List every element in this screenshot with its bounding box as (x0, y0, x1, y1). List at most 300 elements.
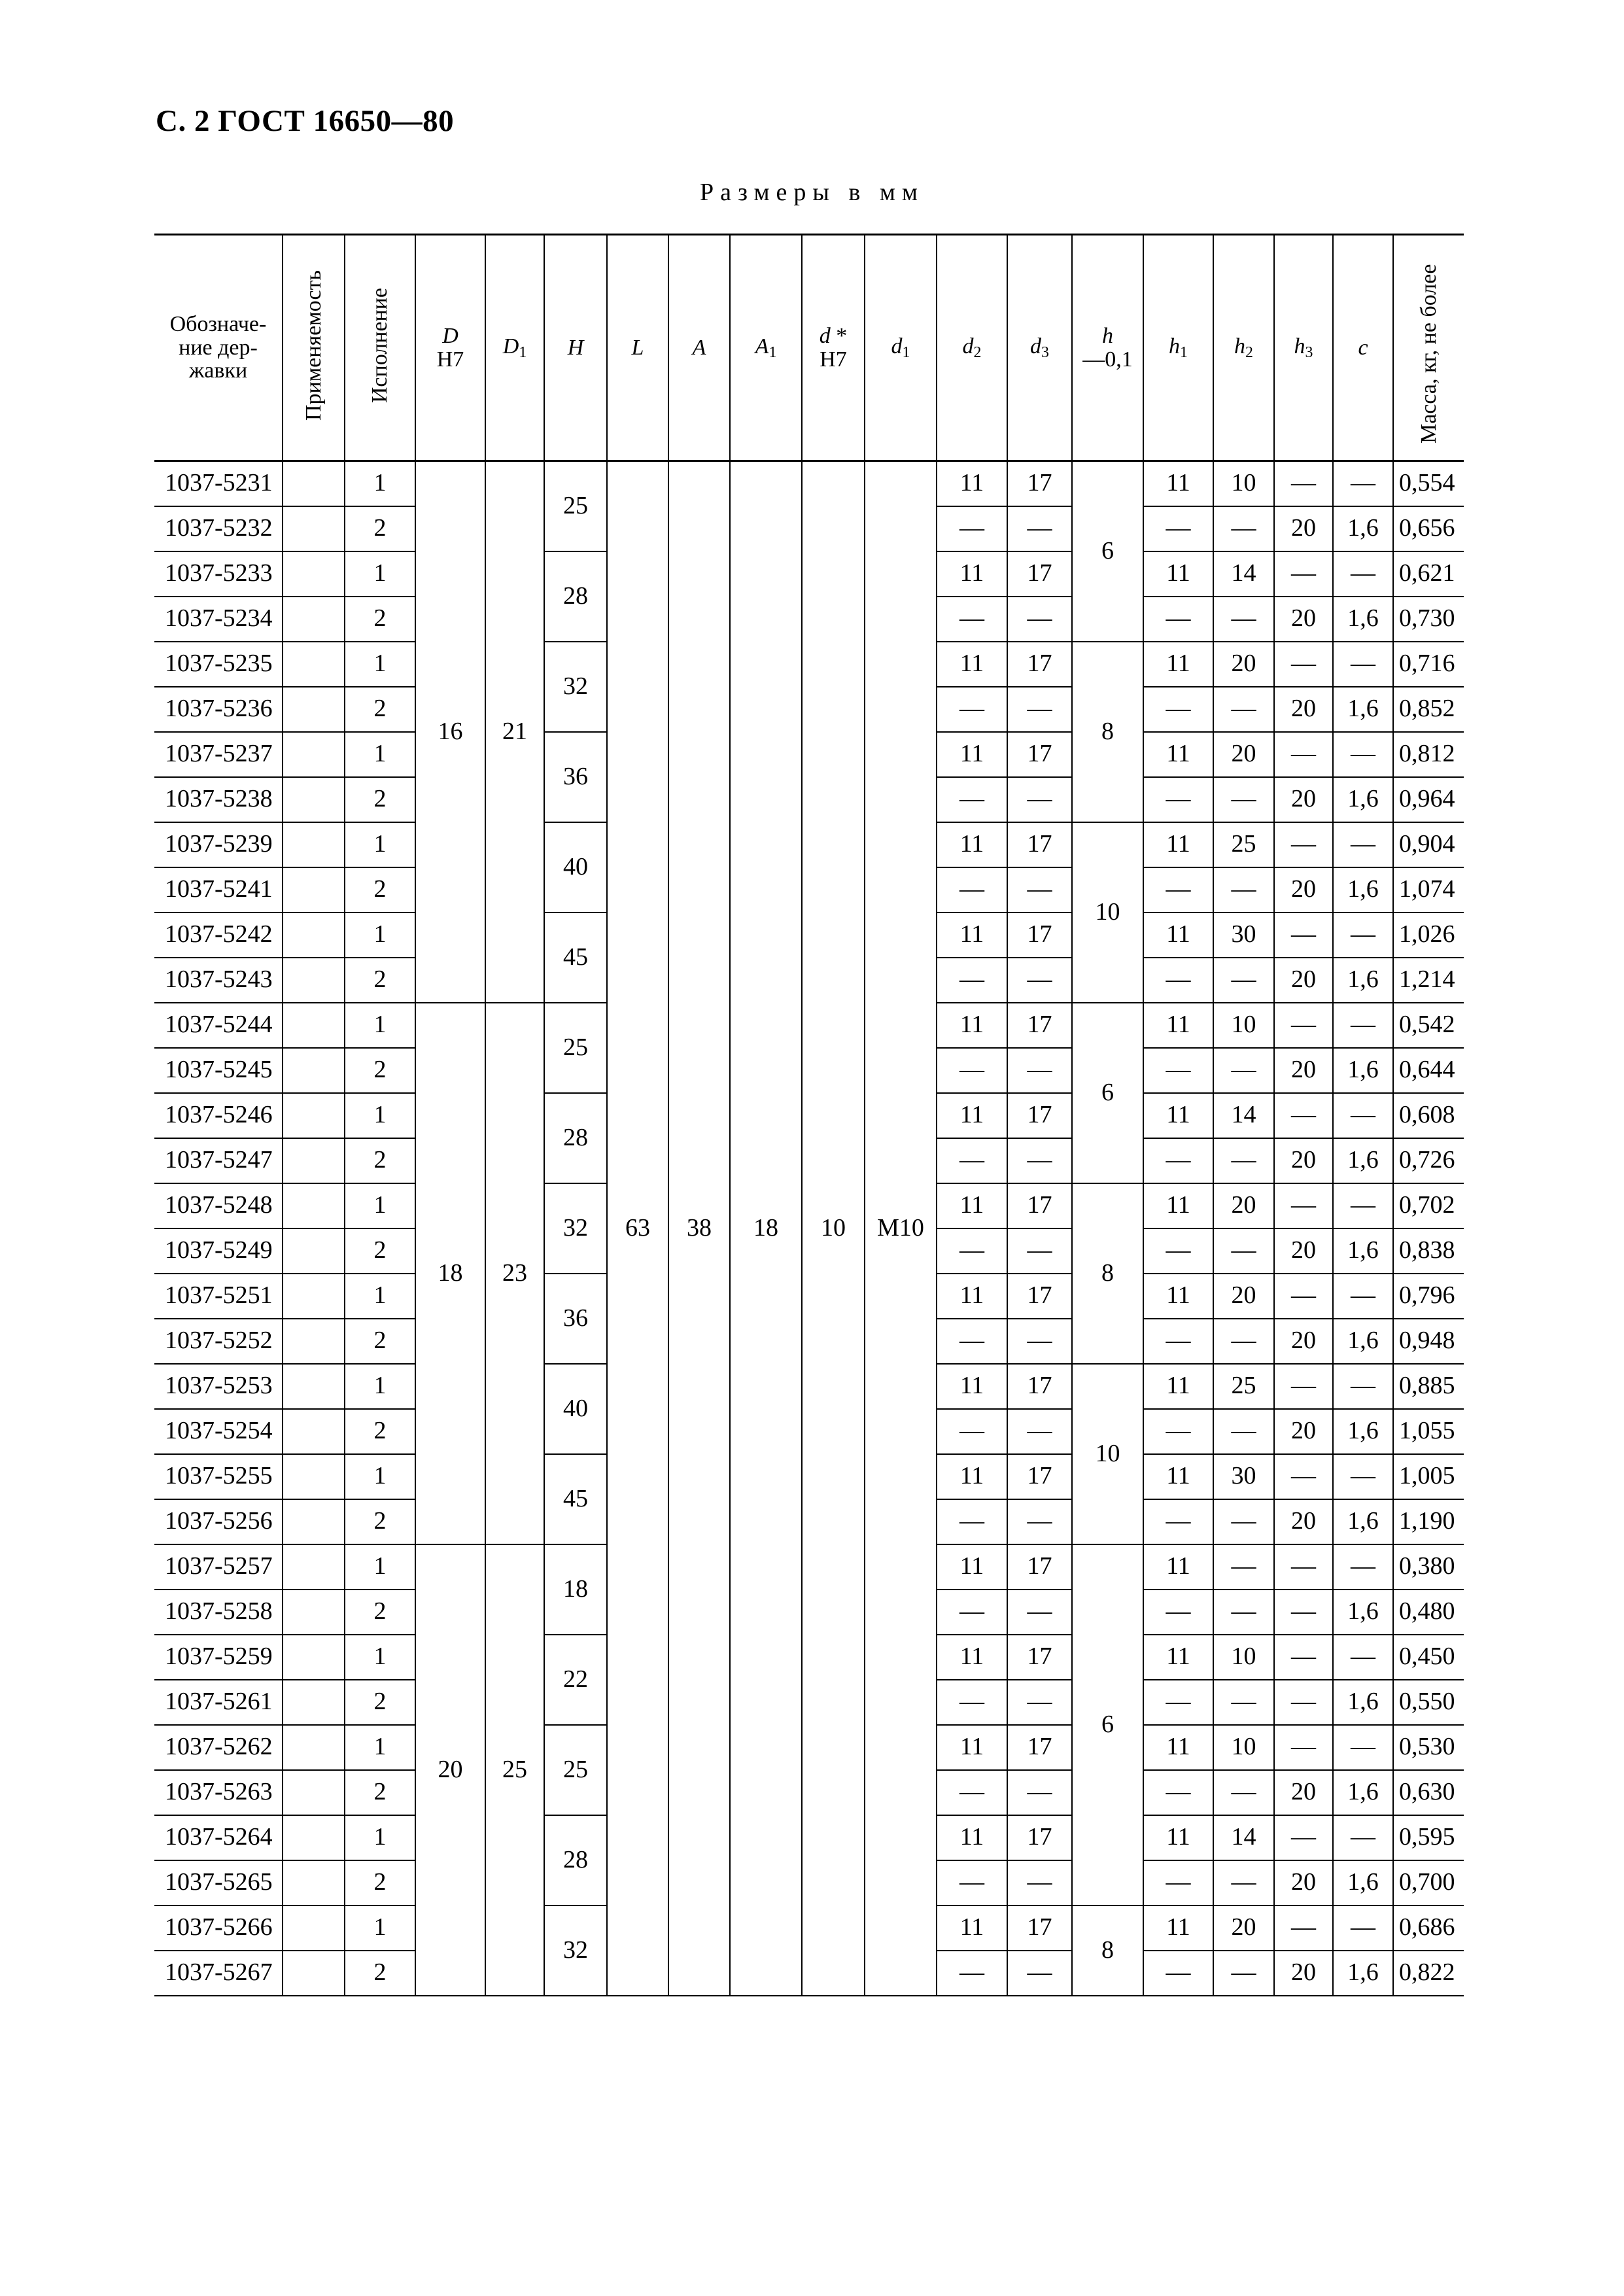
d2-cell: 11 (937, 1815, 1007, 1860)
h1-cell: 11 (1143, 1815, 1213, 1860)
col-header-h2: $h_2$ (1213, 235, 1274, 461)
applicability-cell (283, 1725, 345, 1770)
d3-cell: — (1007, 777, 1072, 822)
h3-cell: — (1274, 1635, 1333, 1680)
h3-cell: — (1274, 732, 1333, 777)
table-row (154, 461, 1464, 506)
d2-cell: 11 (937, 551, 1007, 597)
d3-cell: 17 (1007, 1183, 1072, 1228)
H-cell: 45 (544, 1454, 607, 1544)
d3-cell: — (1007, 1319, 1072, 1364)
mass-cell: 1,055 (1393, 1409, 1464, 1454)
designation-cell: 1037-5236 (154, 687, 283, 732)
applicability-cell (283, 1409, 345, 1454)
H-cell: 32 (544, 642, 607, 732)
H-cell: 40 (544, 1364, 607, 1454)
version-cell: 1 (345, 551, 415, 597)
mass-cell: 0,796 (1393, 1274, 1464, 1319)
d3-cell: 17 (1007, 1544, 1072, 1590)
mass-cell: 0,726 (1393, 1138, 1464, 1183)
d2-cell: — (937, 1590, 1007, 1635)
version-cell: 2 (345, 777, 415, 822)
col-header-d2: $d_2$ (937, 235, 1007, 461)
h3-cell: 20 (1274, 1499, 1333, 1544)
d3-cell: 17 (1007, 913, 1072, 958)
h1-cell: — (1143, 867, 1213, 913)
h1-cell: 11 (1143, 1905, 1213, 1951)
designation-cell: 1037-5259 (154, 1635, 283, 1680)
h3-cell: 20 (1274, 777, 1333, 822)
h2-cell: 25 (1213, 822, 1274, 867)
designation-cell: 1037-5243 (154, 958, 283, 1003)
h1-cell: 11 (1143, 1003, 1213, 1048)
mass-cell: 0,702 (1393, 1183, 1464, 1228)
applicability-cell (283, 1274, 345, 1319)
version-cell: 2 (345, 1048, 415, 1093)
h2-cell: 30 (1213, 913, 1274, 958)
col-header-designation: Обозначе- ние дер- жавки (154, 235, 283, 461)
c-cell: — (1333, 1635, 1393, 1680)
h2-cell: — (1213, 1319, 1274, 1364)
d3-cell: — (1007, 1048, 1072, 1093)
d3-cell: — (1007, 867, 1072, 913)
applicability-cell (283, 1499, 345, 1544)
applicability-cell (283, 958, 345, 1003)
c-cell: — (1333, 913, 1393, 958)
mass-cell: 0,822 (1393, 1951, 1464, 1996)
h1-cell: — (1143, 1499, 1213, 1544)
designation-cell: 1037-5266 (154, 1905, 283, 1951)
d3-cell: — (1007, 1770, 1072, 1815)
designation-cell: 1037-5254 (154, 1409, 283, 1454)
d2-cell: 11 (937, 913, 1007, 958)
H-cell: 25 (544, 1003, 607, 1093)
h1-cell: — (1143, 1770, 1213, 1815)
h3-cell: — (1274, 1905, 1333, 1951)
h1-cell: 11 (1143, 642, 1213, 687)
D-cell: 16 (415, 461, 485, 1003)
designation-cell: 1037-5232 (154, 506, 283, 551)
h3-cell: 20 (1274, 1319, 1333, 1364)
h3-cell: — (1274, 1725, 1333, 1770)
h3-cell: 20 (1274, 1409, 1333, 1454)
applicability-cell (283, 687, 345, 732)
d2-cell: 11 (937, 1093, 1007, 1138)
h3-cell: — (1274, 1454, 1333, 1499)
designation-cell: 1037-5257 (154, 1544, 283, 1590)
version-cell: 2 (345, 1409, 415, 1454)
designation-cell: 1037-5238 (154, 777, 283, 822)
h1-cell: 11 (1143, 1544, 1213, 1590)
h2-cell: — (1213, 1138, 1274, 1183)
mass-cell: 0,450 (1393, 1635, 1464, 1680)
applicability-cell (283, 732, 345, 777)
d2-cell: 11 (937, 461, 1007, 506)
h2-cell: — (1213, 958, 1274, 1003)
mass-cell: 1,005 (1393, 1454, 1464, 1499)
h1-cell: 11 (1143, 1274, 1213, 1319)
h3-cell: — (1274, 1590, 1333, 1635)
A1-cell: 18 (730, 461, 802, 1996)
h1-cell: 11 (1143, 1364, 1213, 1409)
mass-cell: 0,644 (1393, 1048, 1464, 1093)
h2-cell: 14 (1213, 1815, 1274, 1860)
mass-cell: 0,948 (1393, 1319, 1464, 1364)
h1-cell: — (1143, 1138, 1213, 1183)
d3-cell: — (1007, 1228, 1072, 1274)
mass-cell: 0,621 (1393, 551, 1464, 597)
c-cell: — (1333, 642, 1393, 687)
h1-cell: 11 (1143, 1725, 1213, 1770)
mass-cell: 1,026 (1393, 913, 1464, 958)
mass-cell: 0,656 (1393, 506, 1464, 551)
h2-cell: 20 (1213, 732, 1274, 777)
d2-cell: — (937, 1860, 1007, 1905)
col-header-c: c (1333, 235, 1393, 461)
version-cell: 1 (345, 1454, 415, 1499)
designation-cell: 1037-5255 (154, 1454, 283, 1499)
h3-cell: — (1274, 1544, 1333, 1590)
designation-cell: 1037-5235 (154, 642, 283, 687)
h-cell: 10 (1072, 822, 1143, 1003)
applicability-cell (283, 913, 345, 958)
d3-cell: 17 (1007, 461, 1072, 506)
h2-cell: — (1213, 687, 1274, 732)
d1-cell: M10 (865, 461, 937, 1996)
designation-cell: 1037-5265 (154, 1860, 283, 1905)
mass-cell: 0,380 (1393, 1544, 1464, 1590)
H-cell: 18 (544, 1544, 607, 1635)
d2-cell: 11 (937, 1183, 1007, 1228)
designation-cell: 1037-5251 (154, 1274, 283, 1319)
h1-cell: — (1143, 958, 1213, 1003)
d2-cell: 11 (937, 732, 1007, 777)
version-cell: 1 (345, 642, 415, 687)
col-header-d3: $d_3$ (1007, 235, 1072, 461)
version-cell: 2 (345, 867, 415, 913)
d3-cell: 17 (1007, 1815, 1072, 1860)
h2-cell: 10 (1213, 461, 1274, 506)
c-cell: — (1333, 1364, 1393, 1409)
h3-cell: 20 (1274, 597, 1333, 642)
designation-cell: 1037-5258 (154, 1590, 283, 1635)
H-cell: 45 (544, 913, 607, 1003)
h2-cell: — (1213, 1951, 1274, 1996)
mass-cell: 0,530 (1393, 1725, 1464, 1770)
c-cell: 1,6 (1333, 1590, 1393, 1635)
designation-cell: 1037-5245 (154, 1048, 283, 1093)
designation-cell: 1037-5264 (154, 1815, 283, 1860)
h1-cell: — (1143, 1951, 1213, 1996)
h3-cell: — (1274, 1183, 1333, 1228)
applicability-cell (283, 1815, 345, 1860)
version-cell: 1 (345, 1003, 415, 1048)
h3-cell: 20 (1274, 958, 1333, 1003)
h-cell: 6 (1072, 1544, 1143, 1905)
c-cell: 1,6 (1333, 777, 1393, 822)
d2-cell: — (937, 958, 1007, 1003)
d2-cell: — (937, 597, 1007, 642)
table-body (154, 461, 1464, 1996)
h3-cell: — (1274, 913, 1333, 958)
c-cell: 1,6 (1333, 506, 1393, 551)
h3-cell: 20 (1274, 1138, 1333, 1183)
mass-cell: 1,074 (1393, 867, 1464, 913)
mass-cell: 0,480 (1393, 1590, 1464, 1635)
applicability-cell (283, 1454, 345, 1499)
version-cell: 2 (345, 1319, 415, 1364)
applicability-cell (283, 1183, 345, 1228)
h1-cell: 11 (1143, 1635, 1213, 1680)
col-header-mass: Масса, кг, не более (1393, 235, 1464, 461)
c-cell: 1,6 (1333, 597, 1393, 642)
d3-cell: 17 (1007, 642, 1072, 687)
h2-cell: — (1213, 506, 1274, 551)
h2-cell: — (1213, 867, 1274, 913)
designation-cell: 1037-5241 (154, 867, 283, 913)
h3-cell: 20 (1274, 1048, 1333, 1093)
d2-cell: — (937, 1319, 1007, 1364)
h1-cell: 11 (1143, 1093, 1213, 1138)
h2-cell: 20 (1213, 1905, 1274, 1951)
h3-cell: — (1274, 1274, 1333, 1319)
H-cell: 32 (544, 1905, 607, 1996)
h1-cell: — (1143, 777, 1213, 822)
col-header-D1: $D_1$ (485, 235, 544, 461)
h2-cell: — (1213, 1770, 1274, 1815)
c-cell: 1,6 (1333, 958, 1393, 1003)
col-header-h: h —0,1 (1072, 235, 1143, 461)
d3-cell: 17 (1007, 1364, 1072, 1409)
d2-cell: 11 (937, 1635, 1007, 1680)
h1-cell: 11 (1143, 1183, 1213, 1228)
c-cell: — (1333, 822, 1393, 867)
d2-cell: 11 (937, 1274, 1007, 1319)
h3-cell: — (1274, 461, 1333, 506)
designation-cell: 1037-5234 (154, 597, 283, 642)
applicability-cell (283, 1228, 345, 1274)
d3-cell: 17 (1007, 1905, 1072, 1951)
h2-cell: — (1213, 1409, 1274, 1454)
h2-cell: — (1213, 597, 1274, 642)
d3-cell: — (1007, 1680, 1072, 1725)
c-cell: 1,6 (1333, 1048, 1393, 1093)
h1-cell: — (1143, 597, 1213, 642)
d3-cell: — (1007, 958, 1072, 1003)
d2-cell: — (937, 1138, 1007, 1183)
version-cell: 1 (345, 1635, 415, 1680)
mass-cell: 0,700 (1393, 1860, 1464, 1905)
applicability-cell (283, 1770, 345, 1815)
h1-cell: 11 (1143, 822, 1213, 867)
col-header-d: d * H7 (802, 235, 865, 461)
applicability-cell (283, 1093, 345, 1138)
d2-cell: 11 (937, 1003, 1007, 1048)
h2-cell: 20 (1213, 1274, 1274, 1319)
designation-cell: 1037-5252 (154, 1319, 283, 1364)
col-header-h3: $h_3$ (1274, 235, 1333, 461)
c-cell: — (1333, 1454, 1393, 1499)
col-header-A1: $A_1$ (730, 235, 802, 461)
version-cell: 1 (345, 732, 415, 777)
version-cell: 1 (345, 1364, 415, 1409)
h1-cell: — (1143, 1590, 1213, 1635)
applicability-cell (283, 777, 345, 822)
h3-cell: 20 (1274, 1951, 1333, 1996)
d3-cell: 17 (1007, 822, 1072, 867)
H-cell: 36 (544, 1274, 607, 1364)
c-cell: 1,6 (1333, 687, 1393, 732)
d2-cell: 11 (937, 642, 1007, 687)
h1-cell: — (1143, 1680, 1213, 1725)
version-cell: 2 (345, 506, 415, 551)
version-cell: 2 (345, 1499, 415, 1544)
designation-cell: 1037-5244 (154, 1003, 283, 1048)
h3-cell: — (1274, 1680, 1333, 1725)
d3-cell: 17 (1007, 1454, 1072, 1499)
d3-cell: 17 (1007, 1093, 1072, 1138)
applicability-cell (283, 1544, 345, 1590)
applicability-cell (283, 1138, 345, 1183)
h-cell: 6 (1072, 1003, 1143, 1183)
designation-cell: 1037-5253 (154, 1364, 283, 1409)
designation-cell: 1037-5237 (154, 732, 283, 777)
designation-cell: 1037-5233 (154, 551, 283, 597)
c-cell: — (1333, 1274, 1393, 1319)
version-cell: 2 (345, 687, 415, 732)
c-cell: — (1333, 1544, 1393, 1590)
designation-cell: 1037-5262 (154, 1725, 283, 1770)
designation-cell: 1037-5242 (154, 913, 283, 958)
version-cell: 1 (345, 1274, 415, 1319)
version-cell: 2 (345, 1590, 415, 1635)
c-cell: 1,6 (1333, 1499, 1393, 1544)
designation-cell: 1037-5239 (154, 822, 283, 867)
h-cell: 10 (1072, 1364, 1143, 1544)
page-header: С. 2 ГОСТ 16650—80 (156, 104, 455, 138)
d2-cell: 11 (937, 1364, 1007, 1409)
h1-cell: — (1143, 687, 1213, 732)
H-cell: 36 (544, 732, 607, 822)
d3-cell: — (1007, 1951, 1072, 1996)
col-header-d1: $d_1$ (865, 235, 937, 461)
version-cell: 1 (345, 1725, 415, 1770)
applicability-cell (283, 1951, 345, 1996)
version-cell: 2 (345, 1770, 415, 1815)
h2-cell: 20 (1213, 642, 1274, 687)
d3-cell: 17 (1007, 732, 1072, 777)
H-cell: 32 (544, 1183, 607, 1274)
D-cell: 18 (415, 1003, 485, 1544)
h1-cell: — (1143, 1228, 1213, 1274)
h1-cell: 11 (1143, 913, 1213, 958)
designation-cell: 1037-5249 (154, 1228, 283, 1274)
c-cell: — (1333, 732, 1393, 777)
h2-cell: — (1213, 1228, 1274, 1274)
applicability-cell (283, 1319, 345, 1364)
version-cell: 2 (345, 1228, 415, 1274)
d2-cell: 11 (937, 1725, 1007, 1770)
D-cell: 20 (415, 1544, 485, 1996)
c-cell: — (1333, 1905, 1393, 1951)
H-cell: 22 (544, 1635, 607, 1725)
version-cell: 2 (345, 1138, 415, 1183)
h1-cell: 11 (1143, 461, 1213, 506)
h-cell: 8 (1072, 642, 1143, 822)
mass-cell: 0,542 (1393, 1003, 1464, 1048)
header-row (154, 235, 1464, 461)
version-cell: 1 (345, 1093, 415, 1138)
dimensions-table (154, 234, 1464, 1996)
h2-cell: 10 (1213, 1725, 1274, 1770)
h3-cell: 20 (1274, 1228, 1333, 1274)
mass-cell: 0,964 (1393, 777, 1464, 822)
version-cell: 2 (345, 597, 415, 642)
applicability-cell (283, 642, 345, 687)
c-cell: 1,6 (1333, 1860, 1393, 1905)
d2-cell: 11 (937, 1544, 1007, 1590)
D1-cell: 21 (485, 461, 544, 1003)
c-cell: — (1333, 1003, 1393, 1048)
h1-cell: — (1143, 1048, 1213, 1093)
designation-cell: 1037-5246 (154, 1093, 283, 1138)
h2-cell: 14 (1213, 551, 1274, 597)
c-cell: 1,6 (1333, 1680, 1393, 1725)
d2-cell: — (937, 506, 1007, 551)
h3-cell: — (1274, 1003, 1333, 1048)
d3-cell: 17 (1007, 551, 1072, 597)
h2-cell: 20 (1213, 1183, 1274, 1228)
H-cell: 25 (544, 1725, 607, 1815)
h2-cell: — (1213, 1860, 1274, 1905)
h1-cell: 11 (1143, 551, 1213, 597)
applicability-cell (283, 867, 345, 913)
h2-cell: — (1213, 777, 1274, 822)
mass-cell: 0,554 (1393, 461, 1464, 506)
version-cell: 2 (345, 1680, 415, 1725)
c-cell: — (1333, 461, 1393, 506)
version-cell: 1 (345, 461, 415, 506)
mass-cell: 0,630 (1393, 1770, 1464, 1815)
version-cell: 1 (345, 913, 415, 958)
version-cell: 2 (345, 1860, 415, 1905)
d3-cell: 17 (1007, 1003, 1072, 1048)
version-cell: 1 (345, 1815, 415, 1860)
designation-cell: 1037-5256 (154, 1499, 283, 1544)
h2-cell: 30 (1213, 1454, 1274, 1499)
mass-cell: 0,885 (1393, 1364, 1464, 1409)
col-header-L: L (607, 235, 668, 461)
applicability-cell (283, 1364, 345, 1409)
d2-cell: — (937, 687, 1007, 732)
d2-cell: — (937, 1951, 1007, 1996)
d3-cell: — (1007, 687, 1072, 732)
c-cell: 1,6 (1333, 1770, 1393, 1815)
col-header-version: Исполнение (345, 235, 415, 461)
h1-cell: 11 (1143, 1454, 1213, 1499)
applicability-cell (283, 461, 345, 506)
h3-cell: — (1274, 1815, 1333, 1860)
mass-cell: 0,608 (1393, 1093, 1464, 1138)
d2-cell: 11 (937, 822, 1007, 867)
d3-cell: — (1007, 506, 1072, 551)
col-header-h1: $h_1$ (1143, 235, 1213, 461)
d3-cell: — (1007, 1409, 1072, 1454)
h3-cell: — (1274, 822, 1333, 867)
applicability-cell (283, 551, 345, 597)
h1-cell: — (1143, 1860, 1213, 1905)
h3-cell: 20 (1274, 1860, 1333, 1905)
